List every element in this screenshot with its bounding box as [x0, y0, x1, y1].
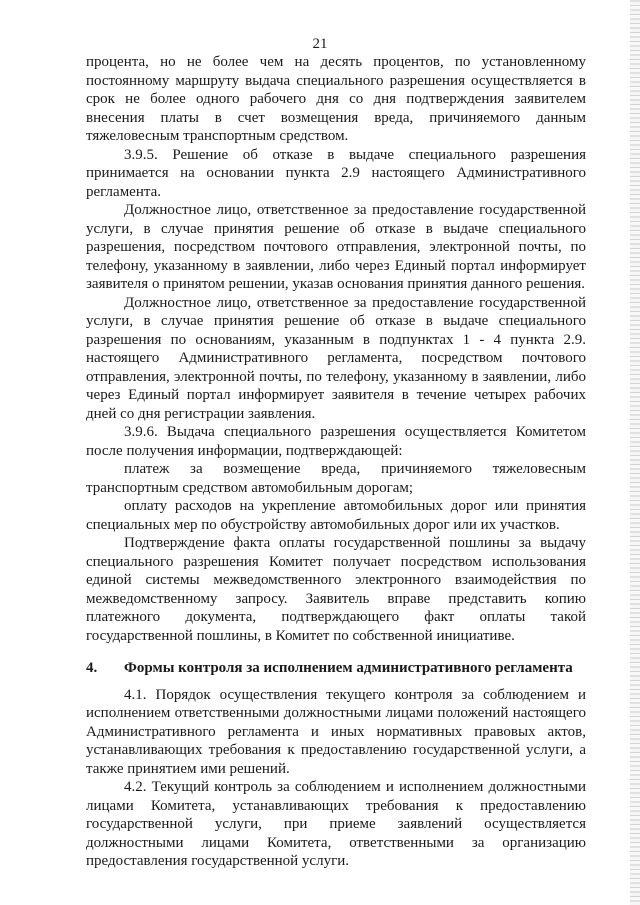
paragraph: оплату расходов на укрепление автомобильных дорог или принятия специальных мер по обустройству автомобильных дорог или их участков.: [86, 498, 586, 533]
section-heading: [86, 659, 586, 678]
section-title: Формы контроля за исполнением административного регламента: [124, 660, 573, 676]
paragraph: 4.1. Порядок осуществления текущего контроля за соблюдением и исполнением ответственными должностными лицами положений настоящего Административного регламента и иных нормативных правовых актов, устанавливающих требования к предоставлению государственной услуги, а также принятием ими решений.: [86, 686, 586, 777]
paragraph: Должностное лицо, ответственное за предоставление государственной услуги, в случае принятия решение об отказе в выдаче специального разрешения по основаниям, указанным в подпунктах 1 - 4 пункта 2.9. настоящего Административного регламента, посредством почтового отправления, электронной почты, по телефону, указанному в заявлении, либо через Единый портал информирует заявителя в течение четырех рабочих дней со дня регистрации заявления.: [86, 294, 586, 422]
paragraph: Подтверждение факта оплаты государственной пошлины за выдачу специального разрешения Комитет получает посредством использования единой системы межведомственного электронного взаимодействия по межведомственному запросу. Заявитель вправе представить копию платежного документа, подтверждающего факт оплаты такой государственной пошлины, в Комитет по собственной инициативе.: [86, 535, 586, 644]
scan-edge-artifact: [630, 0, 640, 905]
paragraph: 3.9.5. Решение об отказе в выдаче специального разрешения принимается на основании пункта 2.9 настоящего Административного регламента.: [86, 146, 586, 200]
paragraph: платеж за возмещение вреда, причиняемого тяжеловесным транспортным средством автомобильным дорогам;: [86, 461, 586, 496]
paragraph: Должностное лицо, ответственное за предоставление государственной услуги, в случае принятия решение об отказе в выдаче специального разрешения, посредством почтового отправления, электронной почты, по телефону, указанному в заявлении, либо через Единый портал информирует заявителя о принятом решении, указав основания принятия данного решения.: [86, 202, 586, 292]
paragraph: процента, но не более чем на десять процентов, по установленному постоянному маршруту выдача специального разрешения осуществляется в срок не более одного рабочего дня со дня подтверждения заявителем внесения платы в счет возмещения вреда, причиняемого данным тяжеловесным транспортным средством.: [86, 54, 586, 144]
page-number: 21: [312, 36, 328, 52]
section-number: 4.: [86, 660, 98, 676]
document-body: [86, 53, 586, 871]
paragraph: 4.2. Текущий контроль за соблюдением и исполнением должностными лицами Комитета, устанавливающих требования к предоставлению государственной услуги, при приеме заявлений осуществляется должностными лицами Комитета, ответственными за организацию предоставления государственной услуги.: [86, 779, 586, 869]
paragraph: 3.9.6. Выдача специального разрешения осуществляется Комитетом после получения информации, подтверждающей:: [86, 424, 586, 459]
